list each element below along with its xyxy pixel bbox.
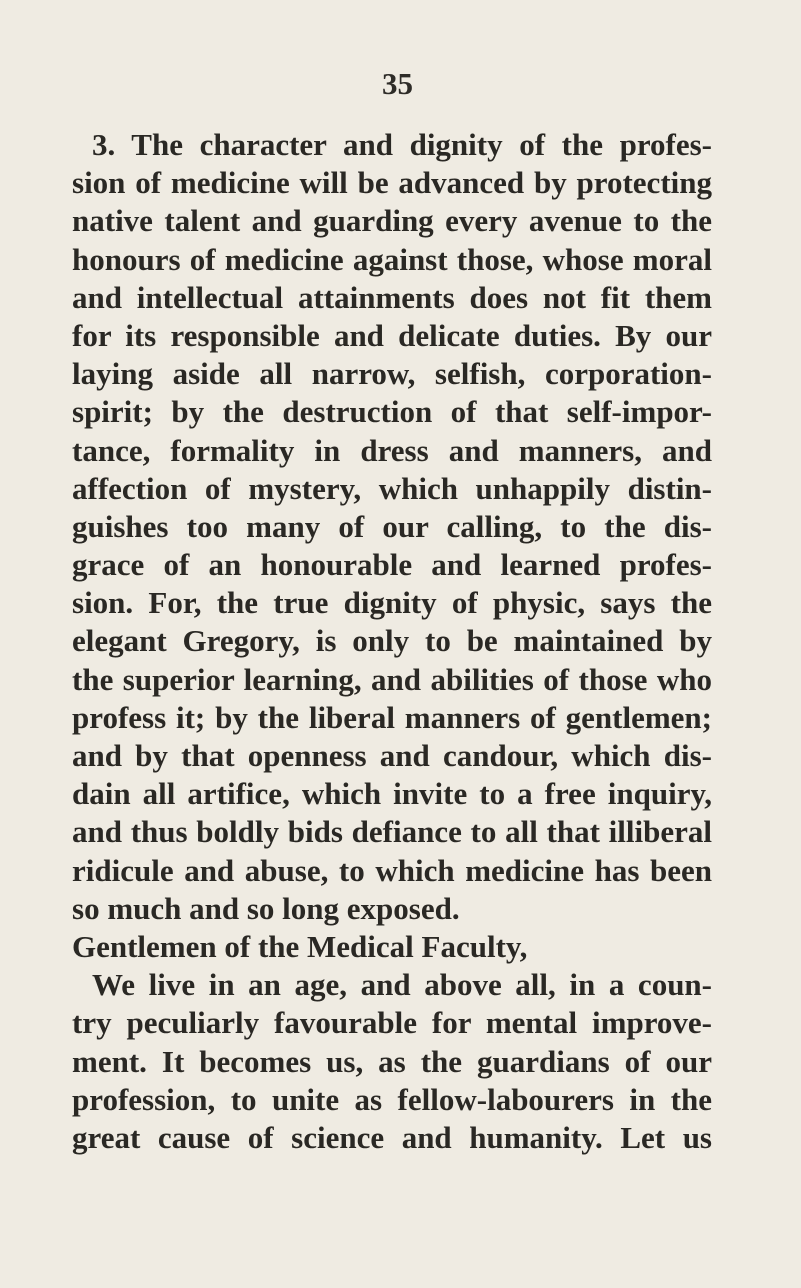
text-line: honours of medicine against those, whose moral [72,241,712,277]
text-line: We live in an age, and above all, in a coun- [92,967,712,1003]
text-line: dain all artifice, which invite to a free inquiry, [72,776,712,812]
text-line: profess it; by the liberal manners of gentlemen; [72,699,712,735]
text-line: and by that openness and candour, which dis- [72,738,712,773]
page-number: 35 [382,66,413,101]
text-line: elegant Gregory, is only to be maintained by [72,623,712,659]
text-line: so much and so long exposed. [72,890,460,926]
text-line: the superior learning, and abilities of those who [72,661,712,697]
text-line: ridicule and abuse, to which medicine has been [72,852,712,888]
text-line: tance, formality in dress and manners, and [72,432,712,468]
text-line: ment. It becomes us, as the guardians of our [72,1043,712,1079]
text-line: 3. The character and dignity of the profes- [92,127,712,162]
text-line: guishes too many of our calling, to the dis- [72,508,712,544]
text-line: grace of an honourable and learned profes- [72,547,712,583]
text-line: affection of mystery, which unhappily distin- [72,470,712,506]
text-line: for its responsible and delicate duties. By our [72,317,712,353]
text-line: try peculiarly favourable for mental improve- [72,1005,712,1041]
text-line: spirit; by the destruction of that self-impor- [72,394,712,430]
text-line: great cause of science and humanity. Let us [72,1119,712,1155]
text-line: Gentlemen of the Medical Faculty, [72,928,528,964]
text-line: profession, to unite as fellow-labourers in the [72,1081,712,1117]
text-line: and intellectual attainments does not fit them [72,279,712,315]
text-line: laying aside all narrow, selfish, corporation- [72,356,712,392]
text-line: sion. For, the true dignity of physic, says the [72,585,712,621]
text-line: and thus boldly bids defiance to all that illiberal [72,814,712,850]
text-line: native talent and guarding every avenue to the [72,203,712,239]
text-line: sion of medicine will be advanced by protecting [72,165,712,201]
body-text [72,126,712,1157]
